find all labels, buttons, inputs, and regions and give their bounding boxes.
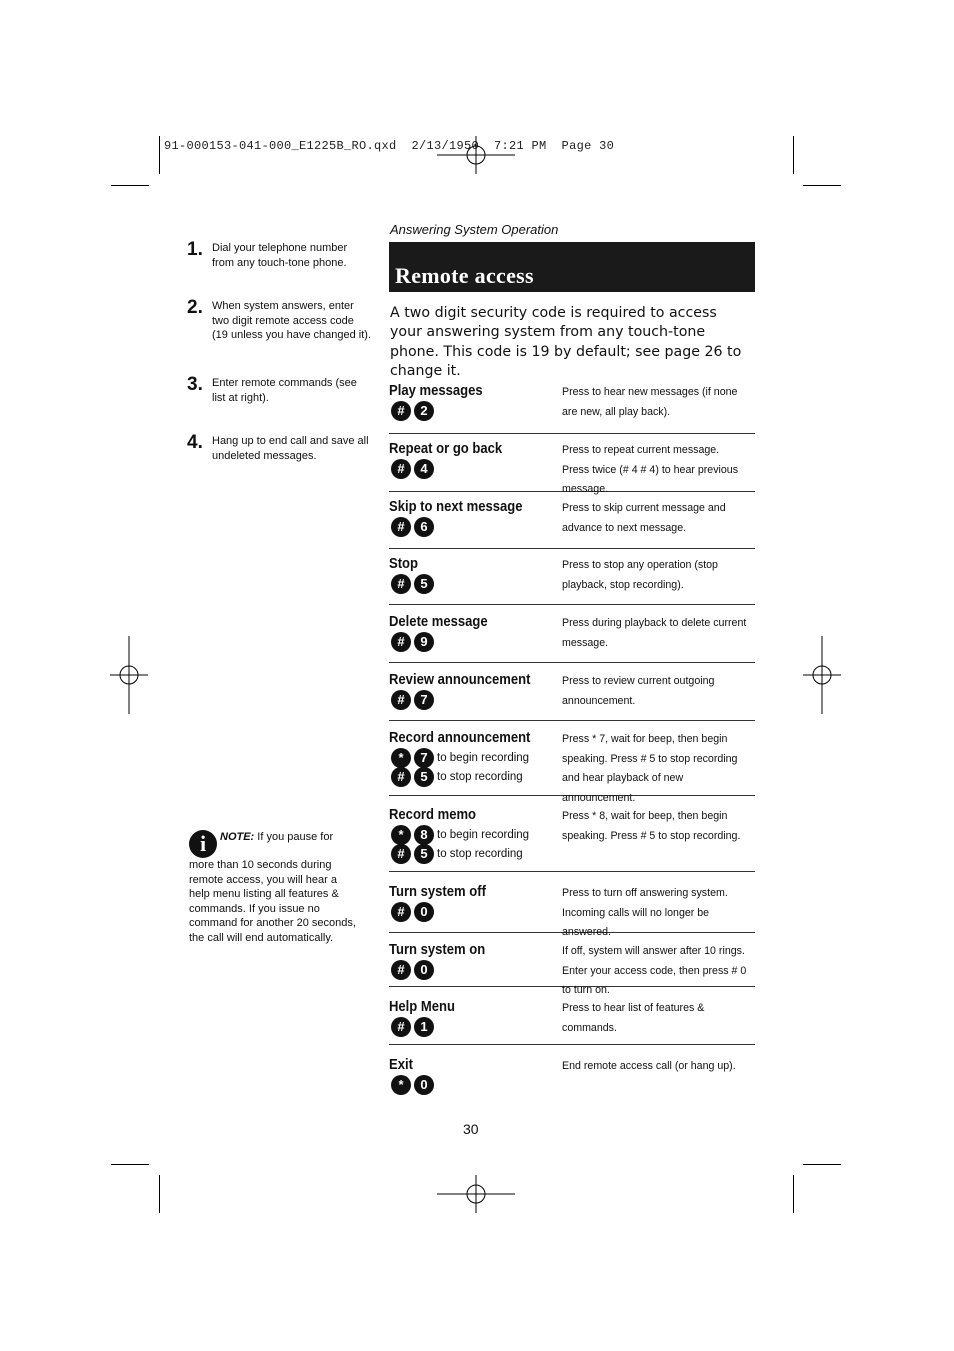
digit-key-icon: 7: [414, 690, 434, 710]
pound-key-icon: #: [391, 401, 411, 421]
digit-key-icon: 7: [414, 748, 434, 768]
key-sequence: [391, 1075, 437, 1094]
command-description: Press to skip current message and advance to next message.: [562, 502, 726, 534]
crop-mark: [111, 185, 149, 186]
key-sequence: [391, 632, 437, 651]
step-number: 3.: [187, 374, 203, 395]
digit-key-icon: 0: [414, 960, 434, 980]
star-key-icon: *: [391, 1075, 411, 1095]
key-line: [391, 748, 529, 767]
key-note: to stop recording: [437, 847, 523, 860]
command-description: Press to repeat current message. Press twice (# 4 # 4) to hear previous message.: [562, 444, 739, 495]
command-name: Turn system on: [389, 942, 486, 958]
digit-key-icon: 6: [414, 517, 434, 537]
command-row: [389, 999, 755, 1045]
digit-key-icon: 0: [414, 902, 434, 922]
command-name: Record memo: [389, 807, 477, 823]
crop-mark: [803, 1164, 841, 1165]
command-description: Press to stop any operation (stop playback, stop recording).: [562, 559, 718, 591]
pound-key-icon: #: [391, 844, 411, 864]
key-line: [391, 844, 529, 863]
command-name: Stop: [389, 556, 418, 572]
key-sequence: [391, 902, 437, 921]
command-description: Press * 8, wait for beep, then begin speaking. Press # 5 to stop recording.: [562, 810, 741, 842]
key-sequence: [391, 825, 529, 863]
command-row: [389, 441, 755, 495]
registration-mark-top: [437, 136, 515, 174]
key-sequence: [391, 517, 437, 536]
crop-mark: [803, 185, 841, 186]
pound-key-icon: #: [391, 960, 411, 980]
registration-mark-bottom: [437, 1175, 515, 1213]
command-name: Help Menu: [389, 999, 455, 1015]
key-line: [391, 459, 437, 478]
printer-slug: 91-000153-041-000_E1225B_RO.qxd 2/13/1950 7:21 PM Page 30: [164, 139, 615, 153]
registration-mark-right: [803, 636, 841, 714]
info-icon: i: [189, 830, 217, 858]
pound-key-icon: #: [391, 632, 411, 652]
key-sequence: [391, 748, 529, 786]
key-line: [391, 1075, 437, 1094]
pound-key-icon: #: [391, 517, 411, 537]
pound-key-icon: #: [391, 1017, 411, 1037]
crop-mark: [793, 136, 794, 174]
command-row: [389, 672, 755, 721]
page-number: 30: [463, 1121, 479, 1137]
command-row: [389, 807, 755, 872]
key-line: [391, 574, 437, 593]
step-number: 4.: [187, 432, 203, 453]
key-line: [391, 960, 437, 979]
digit-key-icon: 8: [414, 825, 434, 845]
key-line: [391, 401, 437, 420]
command-name: Delete message: [389, 614, 488, 630]
registration-mark-left: [110, 636, 148, 714]
command-row: [389, 1057, 755, 1102]
digit-key-icon: 5: [414, 844, 434, 864]
key-line: [391, 632, 437, 651]
step-1: [187, 241, 372, 281]
crop-mark: [159, 1175, 160, 1213]
intro-paragraph: A two digit security code is required to access your answering system from any touch-tone phone. This code is 19 by default; see page 26 to change it.: [390, 305, 742, 380]
pound-key-icon: #: [391, 767, 411, 787]
note-box: [189, 830, 359, 945]
command-name: Record announcement: [389, 730, 531, 746]
step-2: [187, 299, 372, 349]
command-description: End remote access call (or hang up).: [562, 1060, 736, 1072]
command-row: [389, 884, 755, 938]
step-4: [187, 434, 372, 474]
key-sequence: [391, 690, 437, 709]
command-name: Exit: [389, 1057, 413, 1073]
key-sequence: [391, 1017, 437, 1036]
digit-key-icon: 2: [414, 401, 434, 421]
step-number: 1.: [187, 239, 203, 260]
command-name: Turn system off: [389, 884, 486, 900]
digit-key-icon: 9: [414, 632, 434, 652]
step-text: Dial your telephone number from any touch-tone phone.: [212, 242, 348, 269]
key-sequence: [391, 401, 437, 420]
section-label: Answering System Operation: [390, 222, 559, 237]
pound-key-icon: #: [391, 690, 411, 710]
page-title: Remote access: [395, 263, 534, 288]
step-3: [187, 376, 372, 416]
note-text: If you pause for more than 10 seconds during remote access, you will hear a help menu listing all features & commands. If you issue no command for another 20 seconds, the call will end automatically.: [189, 831, 356, 944]
pound-key-icon: #: [391, 459, 411, 479]
command-name: Play messages: [389, 383, 483, 399]
crop-mark: [159, 136, 160, 174]
step-text: Hang up to end call and save all undeleted messages.: [212, 435, 369, 462]
command-description: Press to turn off answering system. Incoming calls will no longer be answered.: [562, 887, 728, 938]
command-name: Skip to next message: [389, 499, 523, 515]
command-row: [389, 499, 755, 549]
key-sequence: [391, 960, 437, 979]
key-note: to begin recording: [437, 828, 530, 841]
command-description: Press to review current outgoing announcement.: [562, 675, 715, 707]
star-key-icon: *: [391, 748, 411, 768]
pound-key-icon: #: [391, 902, 411, 922]
key-line: [391, 902, 437, 921]
digit-key-icon: 5: [414, 574, 434, 594]
digit-key-icon: 5: [414, 767, 434, 787]
key-line: [391, 825, 529, 844]
key-line: [391, 1017, 437, 1036]
crop-mark: [111, 1164, 149, 1165]
command-row: [389, 730, 755, 804]
command-description: Press to hear new messages (if none are new, all play back).: [562, 386, 738, 418]
note-label: NOTE:: [220, 831, 255, 843]
key-sequence: [391, 574, 437, 593]
key-note: to stop recording: [437, 770, 523, 783]
digit-key-icon: 4: [414, 459, 434, 479]
command-row: [389, 614, 755, 663]
pound-key-icon: #: [391, 574, 411, 594]
title-bar: [389, 242, 755, 292]
digit-key-icon: 1: [414, 1017, 434, 1037]
star-key-icon: *: [391, 825, 411, 845]
command-row: [389, 556, 755, 605]
command-description: Press to hear list of features & commands.: [562, 1002, 705, 1034]
command-row: [389, 383, 755, 434]
step-number: 2.: [187, 297, 203, 318]
command-description: Press * 7, wait for beep, then begin speaking. Press # 5 to stop recording and hear playback of new announcement.: [562, 733, 738, 804]
digit-key-icon: 0: [414, 1075, 434, 1095]
command-description: If off, system will answer after 10 rings. Enter your access code, then press # 0 to turn on.: [562, 945, 747, 996]
key-sequence: [391, 459, 437, 478]
command-row: [389, 942, 755, 996]
key-line: [391, 767, 529, 786]
step-text: Enter remote commands (see list at right).: [212, 377, 357, 404]
command-description: Press during playback to delete current message.: [562, 617, 747, 649]
step-text: When system answers, enter two digit remote access code (19 unless you have changed it).: [212, 300, 371, 341]
key-line: [391, 517, 437, 536]
command-name: Repeat or go back: [389, 441, 503, 457]
command-name: Review announcement: [389, 672, 531, 688]
key-line: [391, 690, 437, 709]
key-note: to begin recording: [437, 751, 530, 764]
crop-mark: [793, 1175, 794, 1213]
